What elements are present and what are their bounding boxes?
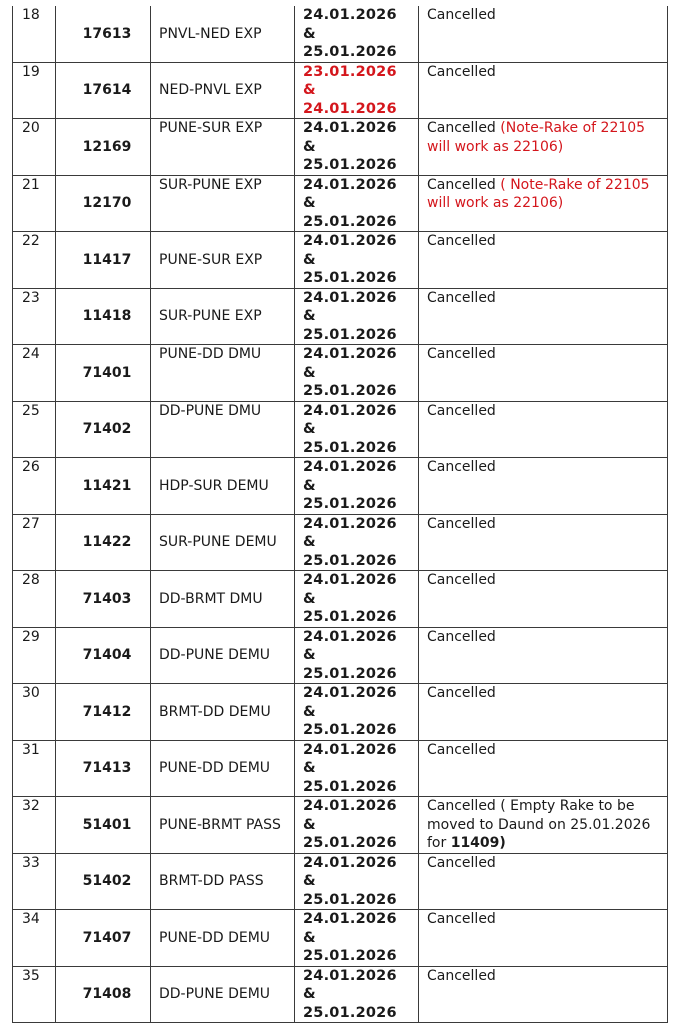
train-name-cell: HDP-SUR DEMU	[151, 458, 295, 515]
date-to: 24.01.2026	[303, 100, 397, 117]
date-to: 25.01.2026	[303, 326, 397, 343]
train-number-cell: 11421	[56, 458, 151, 515]
train-number-cell: 71402	[56, 401, 151, 458]
date-cell	[295, 966, 419, 1023]
train-name-cell: PUNE-DD DEMU	[151, 910, 295, 967]
train-name-cell: PUNE-DD DEMU	[151, 740, 295, 797]
date-from: 24.01.2026	[303, 233, 397, 249]
remarks-cell	[419, 119, 668, 176]
train-name-cell: PUNE-SUR EXP	[151, 119, 295, 176]
serial-number-cell: 25	[13, 401, 56, 458]
remarks-cell	[419, 458, 668, 515]
date-cell	[295, 910, 419, 967]
train-cancellation-table	[12, 6, 668, 1023]
date-to: 25.01.2026	[303, 665, 397, 682]
date-from: 24.01.2026	[303, 854, 397, 871]
train-number-cell: 17613	[56, 6, 151, 62]
remarks-cell	[419, 853, 668, 910]
train-name-cell: DD-PUNE DEMU	[151, 966, 295, 1023]
train-name-cell: DD-PUNE DEMU	[151, 627, 295, 684]
table-row	[13, 175, 668, 232]
remark-status: Cancelled	[427, 911, 496, 927]
date-separator: &	[303, 421, 316, 437]
date-to: 25.01.2026	[303, 213, 397, 230]
date-separator: &	[303, 816, 316, 833]
serial-number-cell: 34	[13, 910, 56, 967]
train-number-cell: 71401	[56, 345, 151, 402]
table-row	[13, 910, 668, 967]
serial-number-cell: 29	[13, 627, 56, 684]
serial-number-cell: 30	[13, 684, 56, 741]
date-from: 24.01.2026	[303, 459, 397, 475]
date-separator: &	[303, 929, 316, 946]
remark-status: Cancelled	[427, 7, 496, 23]
serial-number-cell: 21	[13, 175, 56, 232]
train-name-cell: DD-PUNE DMU	[151, 401, 295, 458]
serial-number-cell: 23	[13, 288, 56, 345]
serial-number-cell: 24	[13, 345, 56, 402]
remark-status: Cancelled	[427, 854, 496, 871]
remarks-cell	[419, 401, 668, 458]
date-from: 24.01.2026	[303, 967, 397, 984]
table-row	[13, 288, 668, 345]
serial-number-cell: 31	[13, 740, 56, 797]
date-separator: &	[303, 647, 316, 663]
date-to: 25.01.2026	[303, 778, 397, 795]
table-row	[13, 119, 668, 176]
remark-status: Cancelled	[427, 346, 496, 362]
remarks-cell	[419, 288, 668, 345]
date-from: 24.01.2026	[303, 572, 397, 588]
serial-number-cell: 19	[13, 62, 56, 119]
remarks-cell	[419, 910, 668, 967]
remarks-cell	[419, 175, 668, 232]
table-row	[13, 853, 668, 910]
table-row	[13, 6, 668, 62]
remark-status: Cancelled	[427, 741, 496, 758]
date-cell	[295, 514, 419, 571]
date-from: 24.01.2026	[303, 685, 397, 701]
table-row	[13, 966, 668, 1023]
remarks-cell	[419, 627, 668, 684]
table-body	[13, 6, 668, 1023]
remarks-cell	[419, 62, 668, 119]
remark-note: ( Note-Rake of 22105 will work as 22106)	[427, 176, 650, 211]
date-to: 25.01.2026	[303, 891, 397, 908]
date-cell	[295, 684, 419, 741]
remarks-cell	[419, 345, 668, 402]
remarks-cell	[419, 232, 668, 289]
date-cell	[295, 627, 419, 684]
date-separator: &	[303, 251, 316, 268]
serial-number-cell: 26	[13, 458, 56, 515]
train-name-cell: PUNE-DD DMU	[151, 345, 295, 402]
serial-number-cell: 18	[13, 6, 56, 62]
table-row	[13, 797, 668, 854]
date-cell	[295, 740, 419, 797]
remark-status: Cancelled ( Empty Rake to be moved to Daund on 25.01.2026 for	[427, 798, 651, 851]
date-from: 24.01.2026	[303, 741, 397, 758]
date-separator: &	[303, 590, 316, 607]
date-separator: &	[303, 308, 316, 324]
date-to: 25.01.2026	[303, 439, 397, 456]
train-name-cell: NED-PNVL EXP	[151, 62, 295, 119]
date-cell	[295, 458, 419, 515]
date-from: 24.01.2026	[303, 402, 397, 419]
train-name-cell: PNVL-NED EXP	[151, 6, 295, 62]
table-row	[13, 345, 668, 402]
train-name-cell: SUR-PUNE EXP	[151, 288, 295, 345]
train-number-cell: 71403	[56, 571, 151, 628]
train-name-cell: BRMT-DD PASS	[151, 853, 295, 910]
remark-status: Cancelled	[427, 515, 496, 532]
remarks-cell	[419, 740, 668, 797]
serial-number-cell: 35	[13, 966, 56, 1023]
remark-status: Cancelled	[427, 63, 496, 80]
serial-number-cell: 20	[13, 119, 56, 176]
remarks-cell	[419, 514, 668, 571]
date-separator: &	[303, 195, 316, 211]
date-separator: &	[303, 760, 316, 776]
train-number-cell: 11422	[56, 514, 151, 571]
remark-note: 11409)	[450, 835, 506, 851]
remark-status: Cancelled	[427, 572, 496, 588]
serial-number-cell: 22	[13, 232, 56, 289]
remark-status: Cancelled	[427, 176, 496, 193]
train-name-cell: PUNE-SUR EXP	[151, 232, 295, 289]
date-to: 25.01.2026	[303, 552, 397, 569]
train-number-cell: 71413	[56, 740, 151, 797]
date-to: 25.01.2026	[303, 1004, 397, 1021]
table-row	[13, 62, 668, 119]
cancellation-table-sheet	[12, 6, 667, 1023]
date-from: 24.01.2026	[303, 176, 397, 193]
remarks-cell	[419, 684, 668, 741]
remarks-cell	[419, 966, 668, 1023]
remark-status: Cancelled	[427, 120, 496, 136]
serial-number-cell: 32	[13, 797, 56, 854]
table-row	[13, 401, 668, 458]
remark-status: Cancelled	[427, 685, 496, 701]
date-cell	[295, 571, 419, 628]
date-from: 24.01.2026	[303, 346, 397, 362]
date-separator: &	[303, 364, 316, 381]
train-number-cell: 71412	[56, 684, 151, 741]
date-from: 23.01.2026	[303, 63, 397, 80]
date-separator: &	[303, 82, 316, 98]
remark-status: Cancelled	[427, 459, 496, 475]
date-cell	[295, 401, 419, 458]
remark-status: Cancelled	[427, 289, 496, 306]
train-number-cell: 17614	[56, 62, 151, 119]
date-separator: &	[303, 25, 316, 42]
date-to: 25.01.2026	[303, 948, 397, 964]
date-separator: &	[303, 477, 316, 494]
remark-note: (Note-Rake of 22105 will work as 22106)	[427, 120, 646, 155]
date-cell	[295, 62, 419, 119]
train-name-cell: BRMT-DD DEMU	[151, 684, 295, 741]
date-cell	[295, 345, 419, 402]
date-from: 24.01.2026	[303, 7, 397, 23]
date-cell	[295, 119, 419, 176]
train-number-cell: 51401	[56, 797, 151, 854]
date-to: 25.01.2026	[303, 44, 397, 60]
train-number-cell: 71404	[56, 627, 151, 684]
table-row	[13, 232, 668, 289]
remark-status: Cancelled	[427, 628, 496, 645]
remarks-cell	[419, 6, 668, 62]
date-from: 24.01.2026	[303, 628, 397, 645]
train-number-cell: 71407	[56, 910, 151, 967]
date-from: 24.01.2026	[303, 515, 397, 532]
train-name-cell: DD-BRMT DMU	[151, 571, 295, 628]
table-row	[13, 571, 668, 628]
remarks-cell	[419, 797, 668, 854]
date-from: 24.01.2026	[303, 798, 397, 814]
train-number-cell: 51402	[56, 853, 151, 910]
remark-status: Cancelled	[427, 233, 496, 249]
date-separator: &	[303, 534, 316, 550]
date-to: 25.01.2026	[303, 496, 397, 512]
date-separator: &	[303, 986, 316, 1002]
train-name-cell: PUNE-BRMT PASS	[151, 797, 295, 854]
date-from: 24.01.2026	[303, 289, 397, 306]
remark-status: Cancelled	[427, 967, 496, 984]
date-cell	[295, 6, 419, 62]
date-cell	[295, 288, 419, 345]
train-name-cell: SUR-PUNE DEMU	[151, 514, 295, 571]
train-number-cell: 71408	[56, 966, 151, 1023]
date-cell	[295, 853, 419, 910]
date-separator: &	[303, 138, 316, 155]
train-number-cell: 12169	[56, 119, 151, 176]
serial-number-cell: 27	[13, 514, 56, 571]
table-row	[13, 514, 668, 571]
remarks-cell	[419, 571, 668, 628]
train-number-cell: 11418	[56, 288, 151, 345]
train-number-cell: 11417	[56, 232, 151, 289]
date-from: 24.01.2026	[303, 911, 397, 927]
serial-number-cell: 28	[13, 571, 56, 628]
table-row	[13, 684, 668, 741]
date-separator: &	[303, 703, 316, 720]
date-to: 25.01.2026	[303, 157, 397, 173]
table-row	[13, 458, 668, 515]
date-separator: &	[303, 873, 316, 889]
serial-number-cell: 33	[13, 853, 56, 910]
table-row	[13, 740, 668, 797]
date-cell	[295, 175, 419, 232]
table-row	[13, 627, 668, 684]
date-to: 25.01.2026	[303, 270, 397, 286]
date-to: 25.01.2026	[303, 383, 397, 399]
date-to: 25.01.2026	[303, 722, 397, 738]
date-cell	[295, 232, 419, 289]
date-cell	[295, 797, 419, 854]
date-to: 25.01.2026	[303, 835, 397, 851]
date-to: 25.01.2026	[303, 609, 397, 625]
date-from: 24.01.2026	[303, 120, 397, 136]
train-number-cell: 12170	[56, 175, 151, 232]
remark-status: Cancelled	[427, 402, 496, 419]
train-name-cell: SUR-PUNE EXP	[151, 175, 295, 232]
